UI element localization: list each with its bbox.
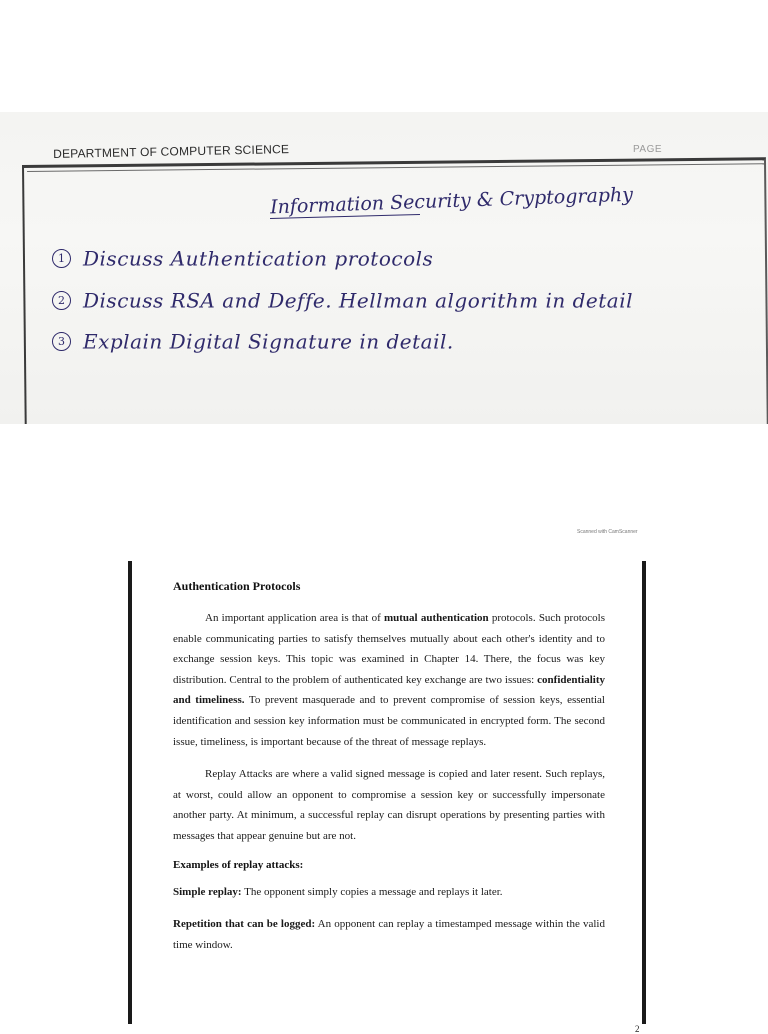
scanner-watermark: Scanned with CamScanner bbox=[577, 529, 638, 535]
example-item bbox=[173, 914, 605, 955]
example-text: An opponent can replay a timestamped message within the valid time window. bbox=[173, 918, 605, 951]
handwritten-title: Information Security & Cryptography bbox=[269, 183, 634, 219]
example-label: Repetition that can be logged: bbox=[173, 918, 316, 931]
examples-heading: Examples of replay attacks: bbox=[173, 858, 304, 871]
question-text: Explain Digital Signature in detail. bbox=[83, 329, 454, 354]
question-1 bbox=[52, 245, 433, 271]
page-label: PAGE bbox=[633, 144, 663, 155]
question-2 bbox=[52, 287, 633, 313]
handwritten-scan bbox=[0, 112, 768, 424]
example-text: The opponent simply copies a message and replays it later. bbox=[241, 885, 503, 898]
bold-term: confidentiality and timeliness. bbox=[173, 673, 605, 707]
text-run: To prevent masquerade and to prevent compromise of session keys, essential identification and session key information must be communicated in encrypted form. The second issue, timeliness, is important because of the threat of message replays. bbox=[173, 694, 605, 748]
page-number: 2 bbox=[635, 1024, 640, 1034]
printed-document-page bbox=[128, 561, 646, 1034]
paragraph-replay-attacks: Replay Attacks are where a valid signed message is copied and later resent. Such replays, at worst, could allow an opponent to compromise a session key or successfully impersonate another party. At minimum, a successful replay can disrupt operations by presenting parties with messages that appear genuine but are not. bbox=[173, 768, 605, 842]
paragraph-mutual-authentication bbox=[173, 608, 605, 752]
bold-term: mutual authentication bbox=[383, 612, 489, 624]
example-label: Simple replay: bbox=[173, 885, 242, 898]
text-run: An important application area is that of bbox=[205, 612, 384, 624]
question-text: Discuss Authentication protocols bbox=[83, 246, 434, 271]
question-text: Discuss RSA and Deffe. Hellman algorithm in detail bbox=[83, 288, 633, 313]
department-header: DEPARTMENT OF COMPUTER SCIENCE bbox=[53, 142, 290, 161]
text-run: protocols. Such protocols enable communicating parties to satisfy themselves mutually about each other's identity and to exchange session keys. This topic was examined in Chapter 14. There, the focus was key distribution. Central to the problem of authenticated key exchange are two issues: bbox=[173, 612, 605, 686]
example-item bbox=[173, 882, 605, 903]
question-number: 3 bbox=[52, 332, 71, 351]
box-rule bbox=[27, 163, 764, 172]
question-number: 1 bbox=[52, 249, 71, 268]
question-3 bbox=[52, 328, 454, 354]
document-body bbox=[173, 579, 640, 1034]
question-number: 2 bbox=[52, 291, 71, 310]
section-heading: Authentication Protocols bbox=[173, 579, 301, 593]
